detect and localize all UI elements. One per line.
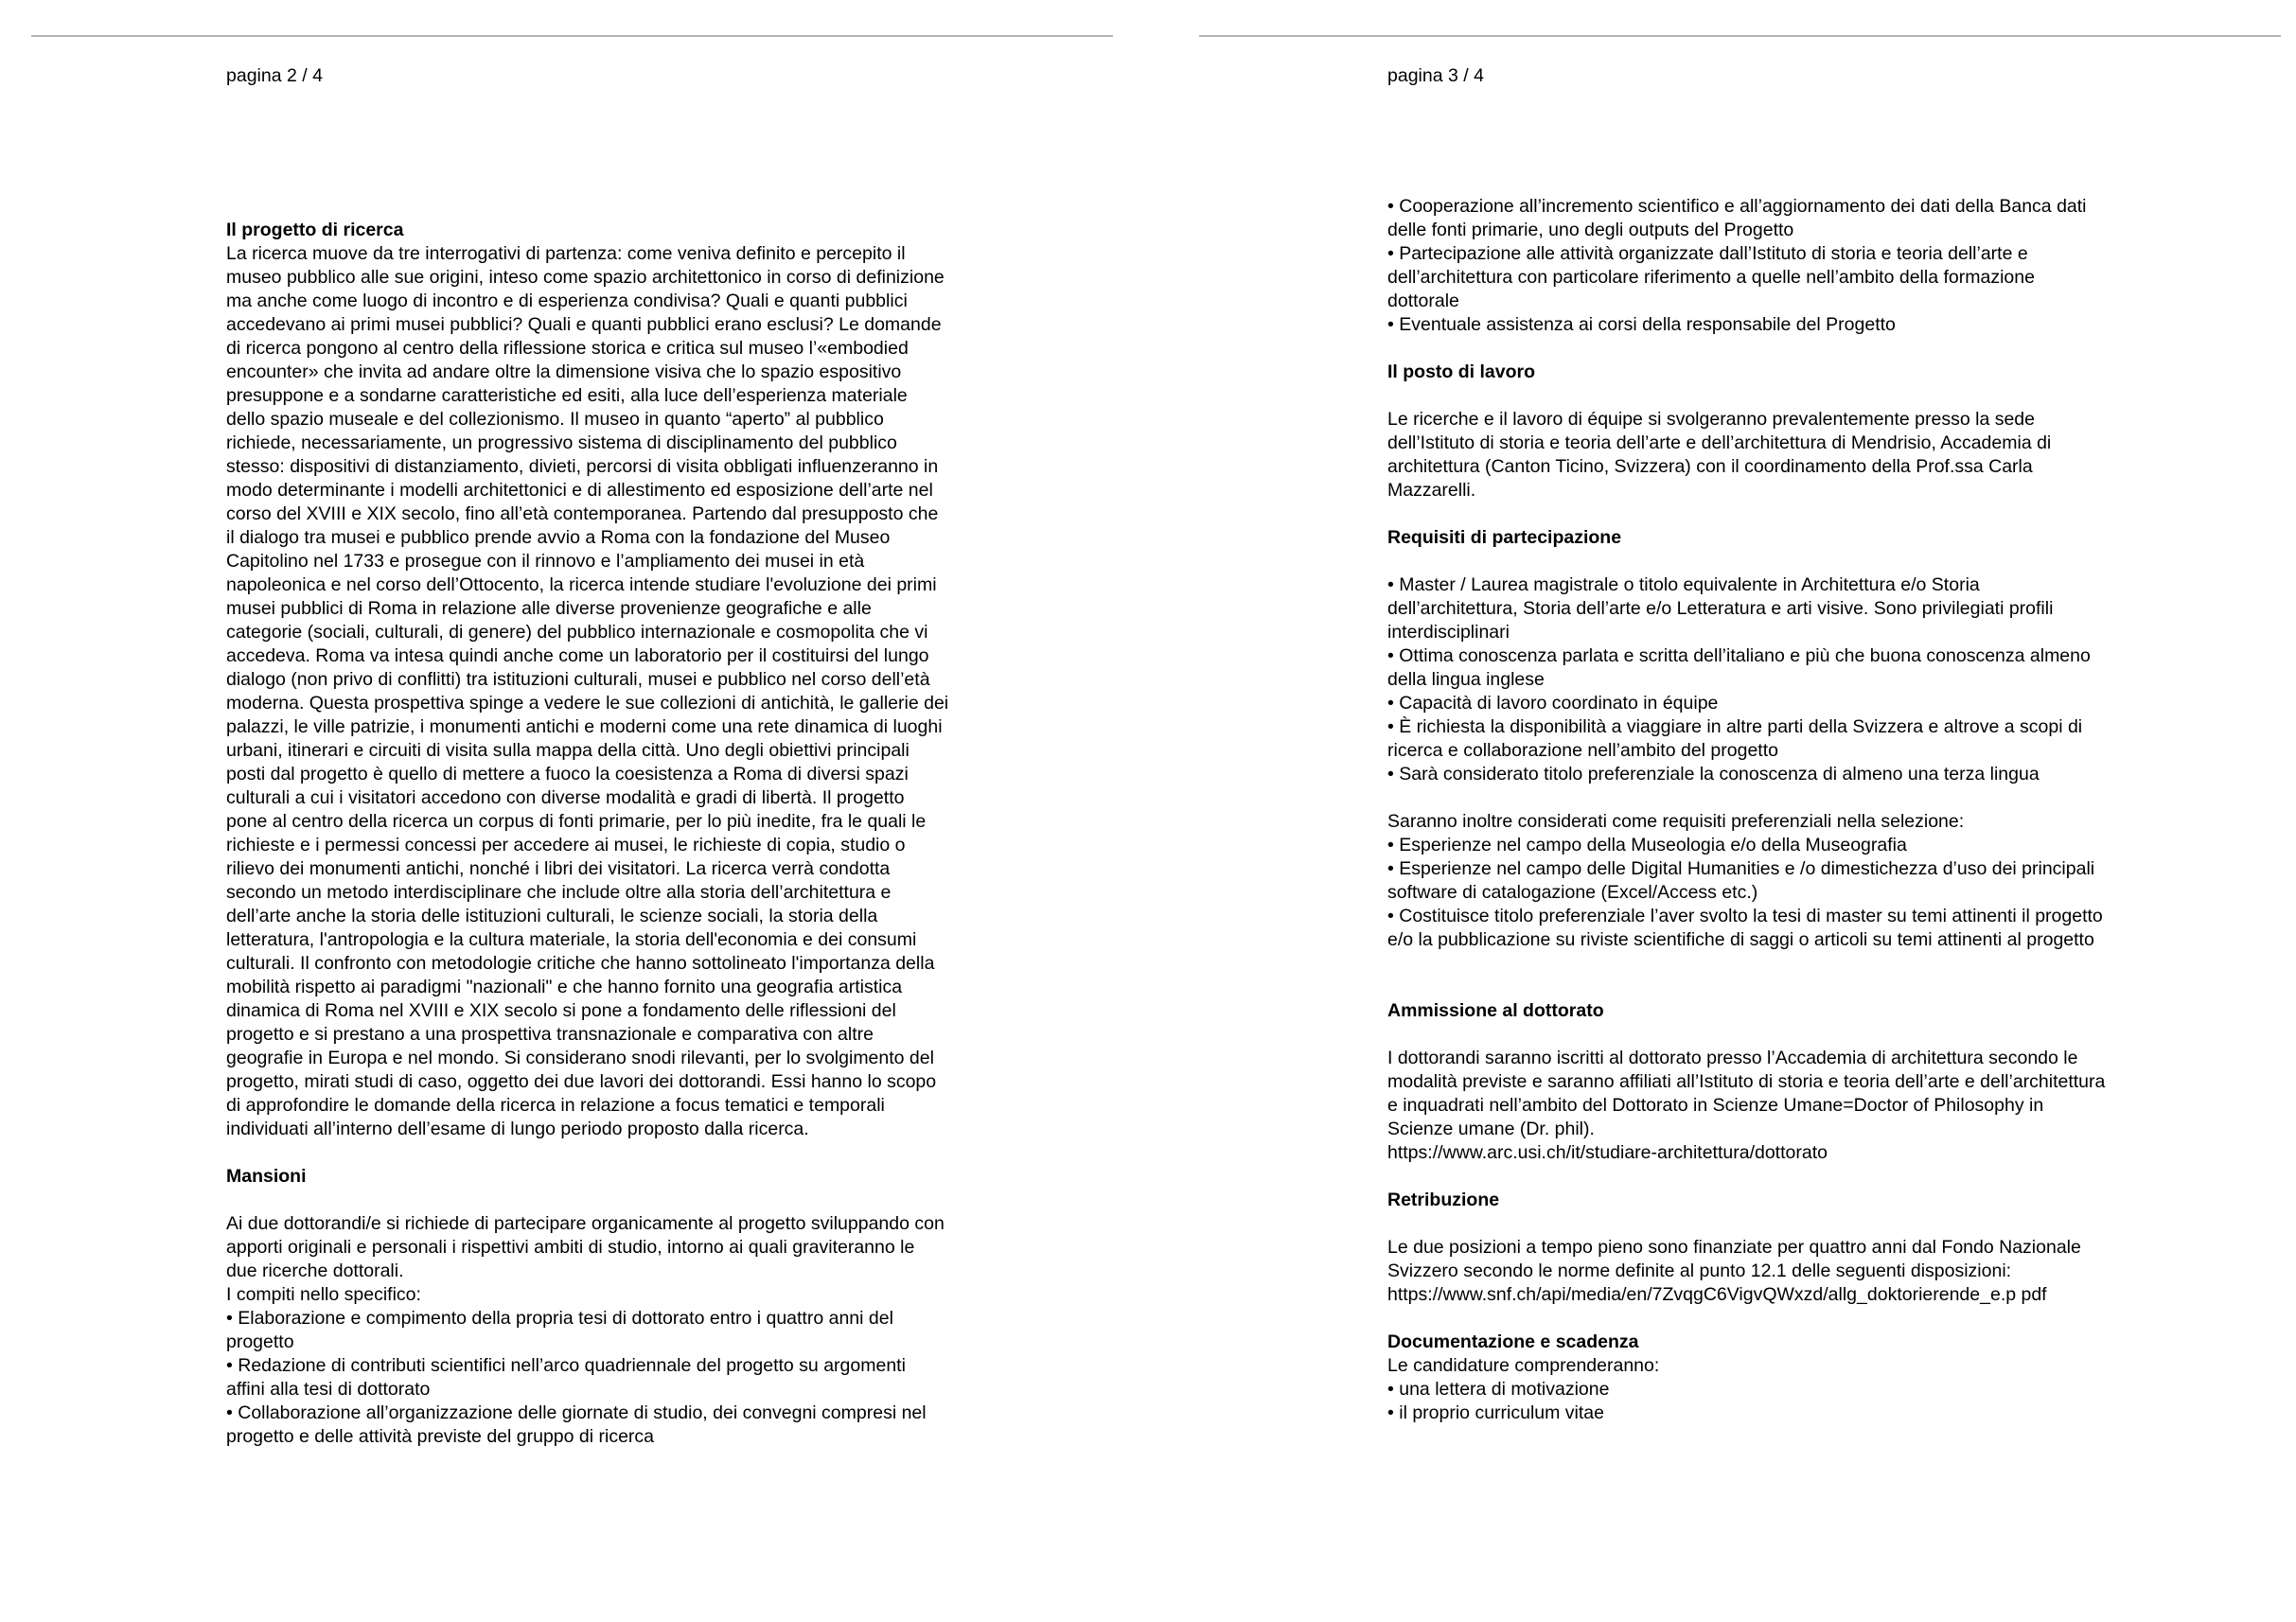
ammissione-link: https://www.arc.usi.ch/it/studiare-architettura/dottorato xyxy=(1387,1142,1828,1163)
page-content xyxy=(1387,195,2201,1425)
progetto-paragraph: La ricerca muove da tre interrogativi di partenza: come veniva definito e percepito il museo pubblico alle sue origini, inteso come spazio architettonico in corso di definizione ma anche come luogo di incontro e di esperienza condivisa? Quali e quanti pubblici accedevano ai primi musei pubblici? Quali e quanti pubblici erano esclusi? Le domande di ricerca pongono al centro della riflessione storica e critica sul museo l’«embodied encounter» che invita ad andare oltre la dimensione visiva che lo spazio espositivo presuppone e a sondarne caratteristiche ed esiti, alla luce dell’esperienza materiale dello spazio museale e del collezionismo. Il museo in quanto “aperto” al pubblico richiede, necessariamente, un progressivo sistema di disciplinamento del pubblico stesso: dispositivi di distanziamento, divieti, percorsi di visita obbligati influenzeranno in modo determinante i modelli architettonici e di allestimento ed esposizione dell’arte nel corso del XVIII e XIX secolo, fino all’età contemporanea. Partendo dal presupposto che il dialogo tra musei e pubblico prende avvio a Roma con la fondazione del Museo Capitolino nel 1733 e prosegue con il rinnovo e l’ampliamento dei musei in età napoleonica e nel corso dell’Ottocento, la ricerca intende studiare l'evoluzione dei primi musei pubblici di Roma in relazione alle diverse provenienze geografiche e alle categorie (sociali, culturali, di genere) del pubblico internazionale e cosmopolita che vi accedeva. Roma va intesa quindi anche come un laboratorio per il costituirsi del lungo dialogo (non privo di conflitti) tra istituzioni culturali, musei e pubblico nel corso dell’età moderna. Questa prospettiva spinge a vedere le sue collezioni di antichità, le gallerie dei palazzi, le ville patrizie, i monumenti antichi e moderni come una rete dinamica di luoghi urbani, itinerari e circuiti di visita sulla mappa della città. Uno degli obiettivi principali posti dal progetto è quello di mettere a fuoco la coesistenza a Roma di diversi spazi culturali a cui i visitatori accedono con diverse modalità e gradi di libertà. Il progetto pone al centro della ricerca un corpus di fonti primarie, per lo più inedite, fra le quali le richieste e i permessi concessi per accedere ai musei, le richieste di copia, studio o rilievo dei monumenti antichi, nonché i libri dei visitatori. La ricerca verrà condotta secondo un metodo interdisciplinare che include oltre alla storia dell’architettura e dell’arte anche la storia delle istituzioni culturali, le scienze sociali, la storia della letteratura, l'antropologia e la cultura materiale, la storia dell'economia e dei consumi culturali. Il confronto con metodologie critiche che hanno sottolineato l'importanza della mobilità rispetto ai paradigmi "nazionali" e che hanno fornito una geografia artistica dinamica di Roma nel XVIII e XIX secolo si pone a fondamento delle riflessioni del progetto e si prestano a una prospettiva transnazionale e comparativa con altre geografie in Europa e nel mondo. Si considerano snodi rilevanti, per lo svolgimento del progetto, mirati studi di caso, oggetto dei due lavori dei dottorandi. Essi hanno lo scopo di approfondire le domande della ricerca in relazione a focus tematici e temporali individuati all’interno dell’esame di lungo periodo proposto dalla ricerca. xyxy=(226,243,949,1139)
list-item: • Capacità di lavoro coordinato in équipe xyxy=(1387,693,1719,714)
section-heading-documentazione: Documentazione e scadenza xyxy=(1387,1331,1639,1352)
list-item: • Redazione di contributi scientifici nell’arco quadriennale del progetto su argomenti affini alla tesi di dottorato xyxy=(226,1355,906,1400)
retribuzione-paragraph: Le due posizioni a tempo pieno sono finanziate per quattro anni dal Fondo Nazionale Svizzero secondo le norme definite al punto 12.1 delle seguenti disposizioni: xyxy=(1387,1237,2081,1281)
list-item: • Sarà considerato titolo preferenziale la conoscenza di almeno una terza lingua xyxy=(1387,764,2040,785)
list-item: • È richiesta la disponibilità a viaggiare in altre parti della Svizzera e altrove a scopi di ricerca e collaborazione nell’ambito del progetto xyxy=(1387,716,2083,761)
section-heading-posto: Il posto di lavoro xyxy=(1387,361,1536,382)
retribuzione-link: https://www.snf.ch/api/media/en/7ZvqgC6VigvQWxzd/allg_doktorierende_e.p pdf xyxy=(1387,1284,2047,1305)
list-item: • Partecipazione alle attività organizzate dall’Istituto di storia e teoria dell’arte e dell’architettura con particolare riferimento a quelle nell’ambito della formazione dottorale xyxy=(1387,243,2035,311)
list-item: • Eventuale assistenza ai corsi della responsabile del Progetto xyxy=(1387,314,1896,335)
list-item: • Collaborazione all’organizzazione delle giornate di studio, dei convegni compresi nel progetto e delle attività previste del gruppo di ricerca xyxy=(226,1402,927,1447)
list-item: • Elaborazione e compimento della propria tesi di dottorato entro i quattro anni del progetto xyxy=(226,1308,893,1352)
page-top-rule xyxy=(31,35,1113,37)
list-item: • Master / Laurea magistrale o titolo equivalente in Architettura e/o Storia dell’architettura, Storia dell’arte e/o Letteratura e arti visive. Sono privilegiati profili interdisciplinari xyxy=(1387,574,2054,643)
list-item: • Ottima conoscenza parlata e scritta dell’italiano e più che buona conoscenza almeno della lingua inglese xyxy=(1387,645,2091,690)
page-content xyxy=(226,219,1040,1449)
list-item: • una lettera di motivazione xyxy=(1387,1379,1610,1400)
posto-paragraph: Le ricerche e il lavoro di équipe si svolgeranno prevalentemente presso la sede dell’Istituto di storia e teoria dell’arte e dell’architettura di Mendrisio, Accademia di architettura (Canton Ticino, Svizzera) con il coordinamento della Prof.ssa Carla Mazzarelli. xyxy=(1387,409,2052,501)
mansioni-tasks-label: I compiti nello specifico: xyxy=(226,1284,421,1305)
section-heading-retribuzione: Retribuzione xyxy=(1387,1190,1500,1210)
document-page-right xyxy=(1148,0,2296,1622)
list-item: • il proprio curriculum vitae xyxy=(1387,1402,1604,1423)
section-heading-requisiti: Requisiti di partecipazione xyxy=(1387,527,1622,548)
preferential-intro: Saranno inoltre considerati come requisiti preferenziali nella selezione: xyxy=(1387,811,1965,832)
list-item: • Cooperazione all’incremento scientifico e all’aggiornamento dei dati della Banca dati delle fonti primarie, uno degli outputs del Progetto xyxy=(1387,196,2087,240)
documentazione-intro: Le candidature comprenderanno: xyxy=(1387,1355,1660,1376)
ammissione-paragraph: I dottorandi saranno iscritti al dottorato presso l’Accademia di architettura secondo le modalità previste e saranno affiliati all’Istituto di storia e teoria dell’arte e dell’architettura e inquadrati nell’ambito del Dottorato in Scienze Umane=Doctor of Philosophy in Scienze umane (Dr. phil). xyxy=(1387,1048,2106,1139)
list-item: • Costituisce titolo preferenziale l’aver svolto la tesi di master su temi attinenti il progetto e/o la pubblicazione su riviste scientifiche di saggi o articoli su temi attinenti al progetto xyxy=(1387,906,2103,950)
section-heading-ammissione: Ammissione al dottorato xyxy=(1387,1000,1604,1021)
page-number: pagina 3 / 4 xyxy=(1387,65,1484,86)
page-top-rule xyxy=(1199,35,2281,37)
section-heading-mansioni: Mansioni xyxy=(226,1166,307,1187)
section-heading-progetto: Il progetto di ricerca xyxy=(226,220,404,240)
mansioni-intro: Ai due dottorandi/e si richiede di partecipare organicamente al progetto sviluppando con apporti originali e personali i rispettivi ambiti di studio, intorno ai quali graviteranno le due ricerche dottorali. xyxy=(226,1213,945,1281)
page-number: pagina 2 / 4 xyxy=(226,65,323,86)
list-item: • Esperienze nel campo delle Digital Humanities e /o dimestichezza d’uso dei principali software di catalogazione (Excel/Access etc.) xyxy=(1387,858,2095,903)
list-item: • Esperienze nel campo della Museologia e/o della Museografia xyxy=(1387,835,1907,855)
